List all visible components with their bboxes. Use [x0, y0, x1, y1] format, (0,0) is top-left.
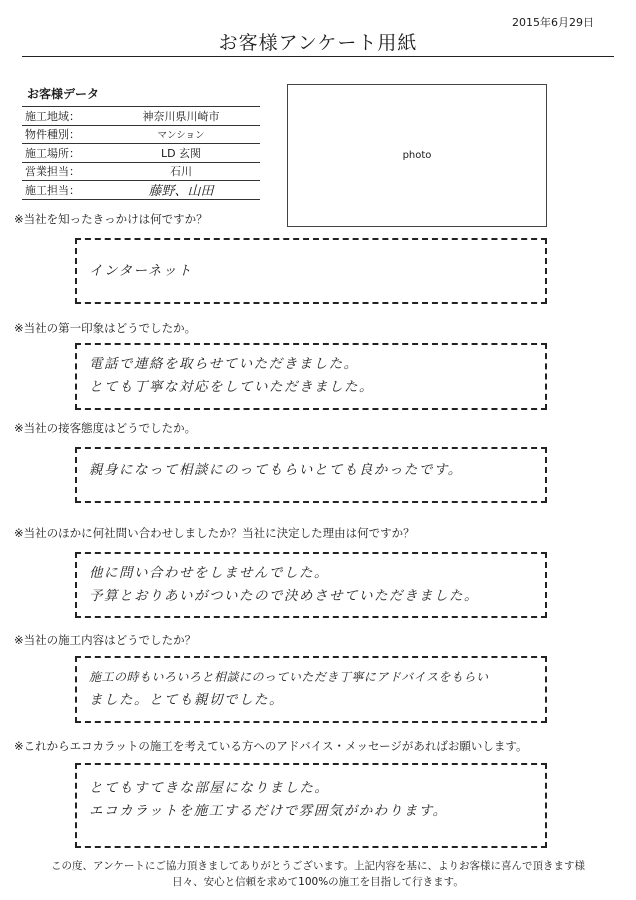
answer-line: 親身になって相談にのってもらいとても良かったです。	[89, 462, 463, 478]
info-value: 藤野、山田	[148, 184, 214, 200]
answer-box-3	[75, 447, 547, 503]
answer-box-6	[75, 763, 547, 848]
info-row-place	[22, 144, 260, 163]
question-6: ※これからエコカラットの施工を考えている方へのアドバイス・メッセージがあればお願いします。	[14, 739, 528, 753]
question-2: ※当社の第一印象はどうでしたか。	[14, 321, 197, 335]
answer-line: とてもすてきな部屋になりました。	[89, 780, 330, 796]
footer-line-1: この度、アンケートにご協力頂きましてありがとうございます。上記内容を基に、よりお客様に喜んで頂きます様	[50, 860, 586, 872]
answer-box-1	[75, 238, 547, 304]
answer-line: ました。とても親切でした。	[89, 692, 284, 708]
answer-line: 予算とおりあいがついたので決めさせていただきました。	[89, 588, 479, 604]
info-row-area	[22, 107, 260, 126]
info-label: 施工場所：	[25, 146, 80, 160]
answer-line: エコカラットを施工するだけで雰囲気がかわります。	[89, 803, 448, 819]
customer-section-title: お客様データ	[27, 87, 100, 101]
info-row-installer	[22, 181, 260, 200]
info-value: 石川	[170, 165, 192, 179]
info-value: LD 玄関	[160, 146, 202, 160]
question-4: ※当社のほかに何社問い合わせしましたか？当社に決定した理由は何ですか？	[14, 526, 415, 540]
answer-box-2	[75, 343, 547, 410]
page-title: お客様アンケート用紙	[218, 32, 418, 54]
photo-box	[287, 84, 547, 227]
info-row-type	[22, 126, 260, 145]
question-1: ※当社を知ったきっかけは何ですか？	[14, 212, 208, 226]
question-5: ※当社の施工内容はどうでしたか？	[14, 633, 197, 647]
info-label: 物件種別：	[25, 128, 80, 142]
footer-line-2: 日々、安心と信頼を求めて100%の施工を目指して行きます。	[172, 876, 464, 888]
photo-label: photo	[402, 150, 432, 161]
answer-line: 施工の時もいろいろと相談にのっていただき丁寧にアドバイスをもらい	[89, 670, 489, 684]
answer-box-4	[75, 552, 547, 618]
info-value: 神奈川県川崎市	[142, 109, 220, 123]
date: 2015年6月29日	[512, 16, 594, 29]
info-row-sales	[22, 163, 260, 182]
answer-line: とても丁寧な対応をしていただきました。	[89, 379, 374, 395]
info-label: 営業担当：	[25, 165, 80, 179]
answer-box-5	[75, 656, 547, 723]
info-label: 施工担当：	[25, 183, 80, 197]
info-label: 施工地域：	[25, 109, 80, 123]
question-3: ※当社の接客態度はどうでしたか。	[14, 421, 197, 435]
title-rule	[22, 56, 614, 57]
info-value: マンション	[157, 130, 205, 142]
answer-line: 電話で連絡を取らせていただきました。	[89, 356, 359, 372]
answer-line: インターネット	[89, 263, 193, 279]
customer-info-table	[22, 106, 260, 200]
answer-line: 他に問い合わせをしませんでした。	[89, 565, 329, 581]
